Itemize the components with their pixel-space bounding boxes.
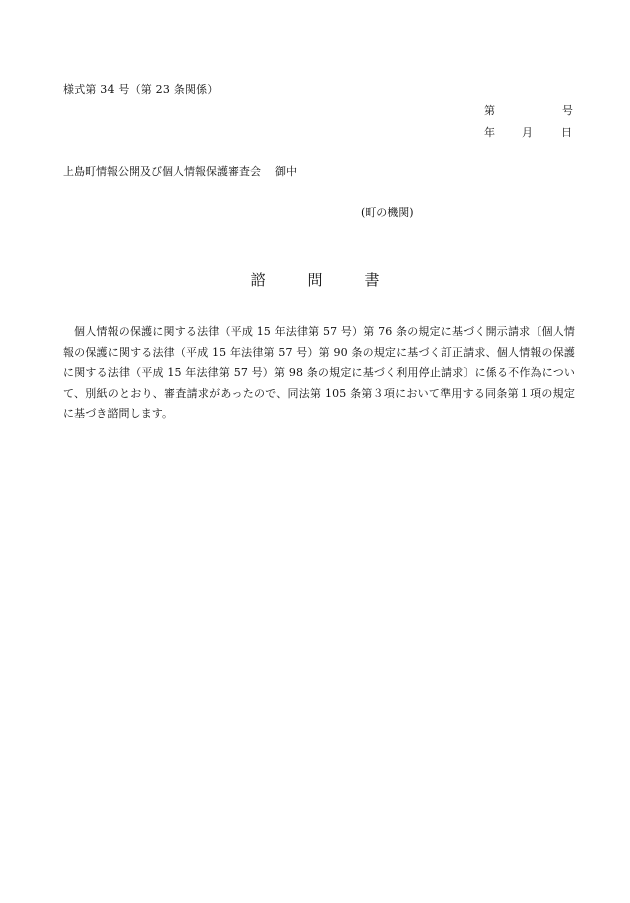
document-number-prefix: 第 [484,104,495,117]
body-paragraph: 個人情報の保護に関する法律（平成 15 年法律第 57 号）第 76 条の規定に基づく開示請求〔個人情報の保護に関する法律（平成 15 年法律第 57 号）第 90 条の規定に基づく訂正請求、個人情報の保護に関する法律（平成 15 年法律第 57 号）第 98 条の規定に基づく利用停止請求〕に係る不作為について、別紙のとおり、審査請求があったので、同法第 105 条第３項において準用する同条第１項の規定に基づき諮問します。 [63,325,575,420]
form-number: 様式第 34 号（第 23 条関係） [63,83,219,96]
addressee-honorific: 御中 [275,165,297,178]
document-title [0,269,630,290]
title-char-1: 諮 [250,271,266,289]
title-char-3: 書 [364,271,380,289]
title-char-2: 問 [307,271,323,289]
date-month-label: 月 [522,126,533,139]
addressee-name: 上島町情報公開及び個人情報保護審査会 [63,165,261,178]
addressee [63,163,297,179]
date-year-label: 年 [484,126,495,139]
sender: (町の機関) [361,206,414,219]
document-number-suffix: 号 [562,104,573,117]
date-day-label: 日 [561,126,572,139]
